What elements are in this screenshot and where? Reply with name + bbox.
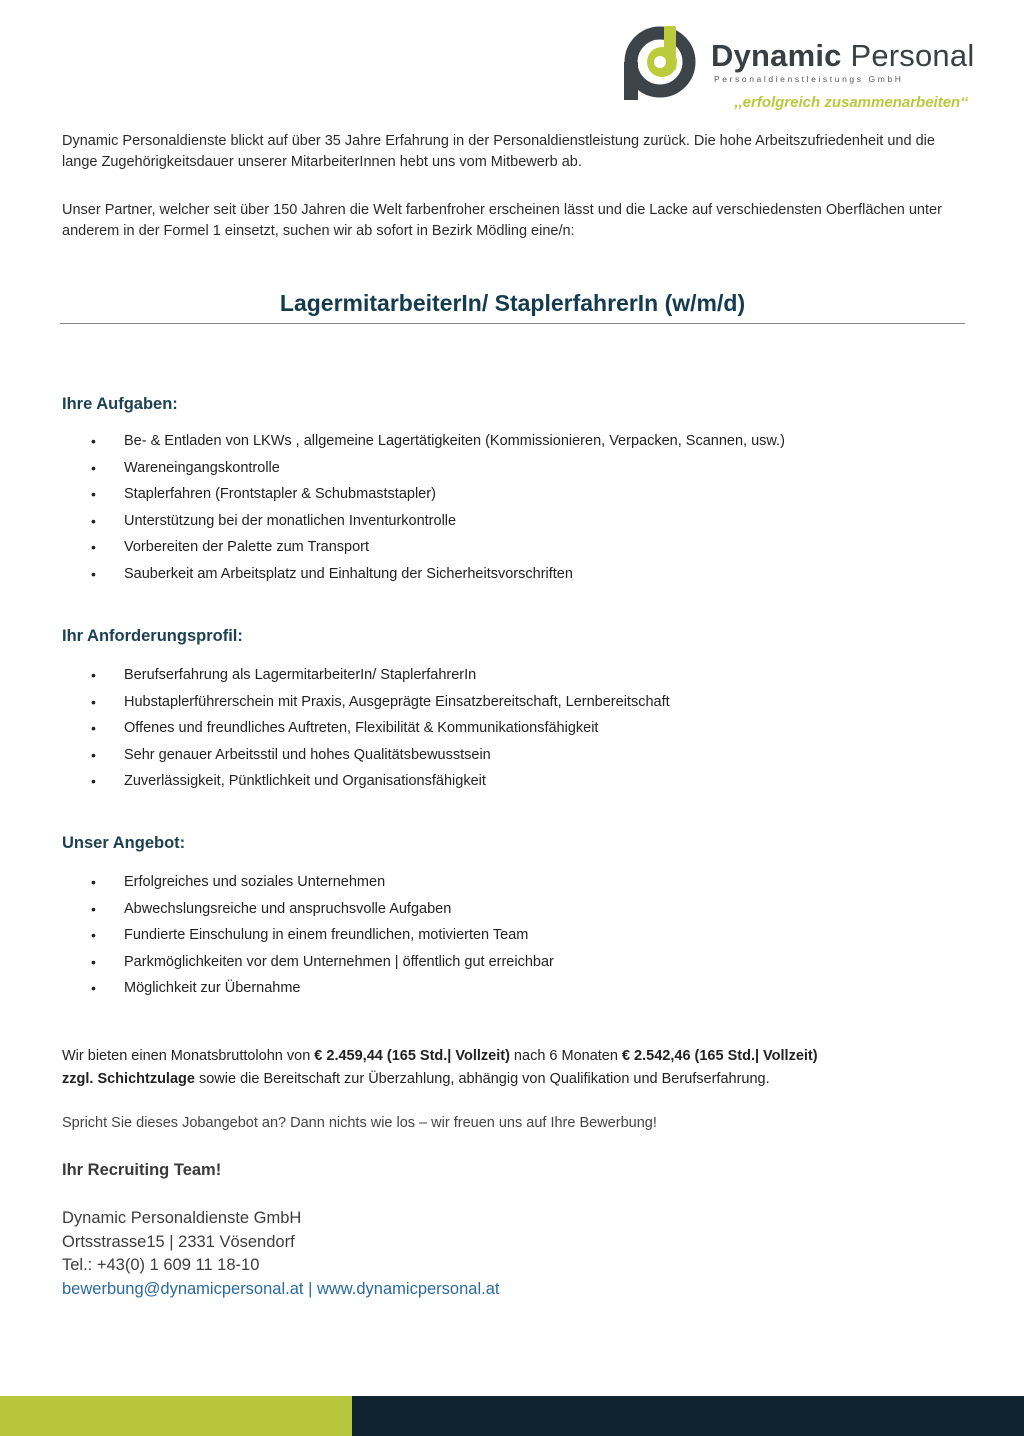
- list-item: • Staplerfahren (Frontstapler & Schubmaststapler): [0, 481, 960, 508]
- slogan: ,,erfolgreich zusammenarbeiten‘‘: [734, 94, 968, 111]
- logo-subtitle: Personaldienstleistungs GmbH: [714, 74, 904, 84]
- contact-links: bewerbung@dynamicpersonal.at | www.dynamicpersonal.at: [62, 1279, 500, 1298]
- list-item: • Zuverlässigkeit, Pünktlichkeit und Organisationsfähigkeit: [0, 768, 960, 795]
- intro-paragraph-2: Unser Partner, welcher seit über 150 Jahren die Welt farbenfroher erscheinen lässt und die Lacke auf verschiedensten Oberflächen unter anderem in der Formel 1 einsetzt, suchen wir ab sofort in Bezirk Mödling eine/n:: [62, 202, 942, 239]
- list-item: • Parkmöglichkeiten vor dem Unternehmen | öffentlich gut erreichbar: [0, 949, 960, 976]
- list-item: • Unterstützung bei der monatlichen Inventurkontrolle: [0, 508, 960, 535]
- shift-bonus: zzgl. Schichtzulage: [62, 1071, 195, 1087]
- requirements-list: [0, 662, 960, 795]
- offer-heading: Unser Angebot:: [62, 834, 186, 852]
- job-title: LagermitarbeiterIn/ StaplerfahrerIn (w/m/d): [279, 290, 746, 316]
- team-signoff: Ihr Recruiting Team!: [62, 1161, 222, 1179]
- list-item: • Vorbereiten der Palette zum Transport: [0, 534, 960, 561]
- salary-amount-later: € 2.542,46 (165 Std.| Vollzeit): [621, 1048, 818, 1064]
- salary-paragraph: Wir bieten einen Monatsbruttolohn von € 2.459,44 (165 Std.| Vollzeit) nach 6 Monaten € 2.542,46 (165 Std.| Vollzeit) zzgl. Schichtzulage sowie die Bereitschaft zur Überzahlung, abhängig von Qualifikation und Berufserfahrung.: [62, 1048, 818, 1087]
- intro-paragraph-1: Dynamic Personaldienste blickt auf über 35 Jahre Erfahrung in der Personaldienstleistung zurück. Die hohe Arbeitszufriedenheit und die lange Zugehörigkeitsdauer unserer MitarbeiterInnen hebt uns vom Mitbewerb ab.: [62, 133, 935, 170]
- dp-logo-icon: [620, 24, 700, 100]
- title-divider: [60, 323, 965, 324]
- contact-phone: Tel.: +43(0) 1 609 11 18-10: [62, 1256, 260, 1274]
- list-item: • Berufserfahrung als LagermitarbeiterIn/ StaplerfahrerIn: [0, 662, 960, 689]
- footer-bar-green: [0, 1396, 352, 1436]
- list-item: • Offenes und freundliches Auftreten, Flexibilität & Kommunikationsfähigkeit: [0, 715, 960, 742]
- list-item: • Sehr genauer Arbeitsstil und hohes Qualitätsbewusstsein: [0, 742, 960, 769]
- list-item: • Hubstaplerführerschein mit Praxis, Ausgeprägte Einsatzbereitschaft, Lernbereitschaft: [0, 689, 960, 716]
- call-to-action: Spricht Sie dieses Jobangebot an? Dann nichts wie los – wir freuen uns auf Ihre Bewerbung!: [62, 1115, 657, 1131]
- list-item: • Be- & Entladen von LKWs , allgemeine Lagertätigkeiten (Kommissionieren, Verpacken, Scannen, usw.): [0, 428, 960, 455]
- list-item: • Erfolgreiches und soziales Unternehmen: [0, 869, 960, 896]
- tasks-heading: Ihre Aufgaben:: [62, 395, 178, 413]
- list-item: • Sauberkeit am Arbeitsplatz und Einhaltung der Sicherheitsvorschriften: [0, 561, 960, 588]
- offer-list: [0, 869, 960, 1002]
- list-item: • Möglichkeit zur Übernahme: [0, 975, 960, 1002]
- contact-address: Ortsstrasse15 | 2331 Vösendorf: [62, 1232, 295, 1251]
- company-logo: [620, 24, 1000, 104]
- list-item: • Wareneingangskontrolle: [0, 455, 960, 482]
- salary-amount-start: € 2.459,44 (165 Std.| Vollzeit): [314, 1048, 510, 1064]
- contact-company: Dynamic Personaldienste GmbH: [62, 1209, 302, 1227]
- logo-wordmark: Dynamic Personal: [711, 38, 975, 73]
- list-item: • Abwechslungsreiche und anspruchsvolle Aufgaben: [0, 896, 960, 923]
- requirements-heading: Ihr Anforderungsprofil:: [62, 627, 243, 645]
- website-link[interactable]: www.dynamicpersonal.at: [316, 1279, 500, 1298]
- footer-bar-dark: [352, 1396, 1024, 1436]
- tasks-list: [0, 428, 960, 587]
- list-item: • Fundierte Einschulung in einem freundlichen, motivierten Team: [0, 922, 960, 949]
- contact-block: [62, 1207, 499, 1301]
- email-link[interactable]: bewerbung@dynamicpersonal.at: [62, 1279, 304, 1298]
